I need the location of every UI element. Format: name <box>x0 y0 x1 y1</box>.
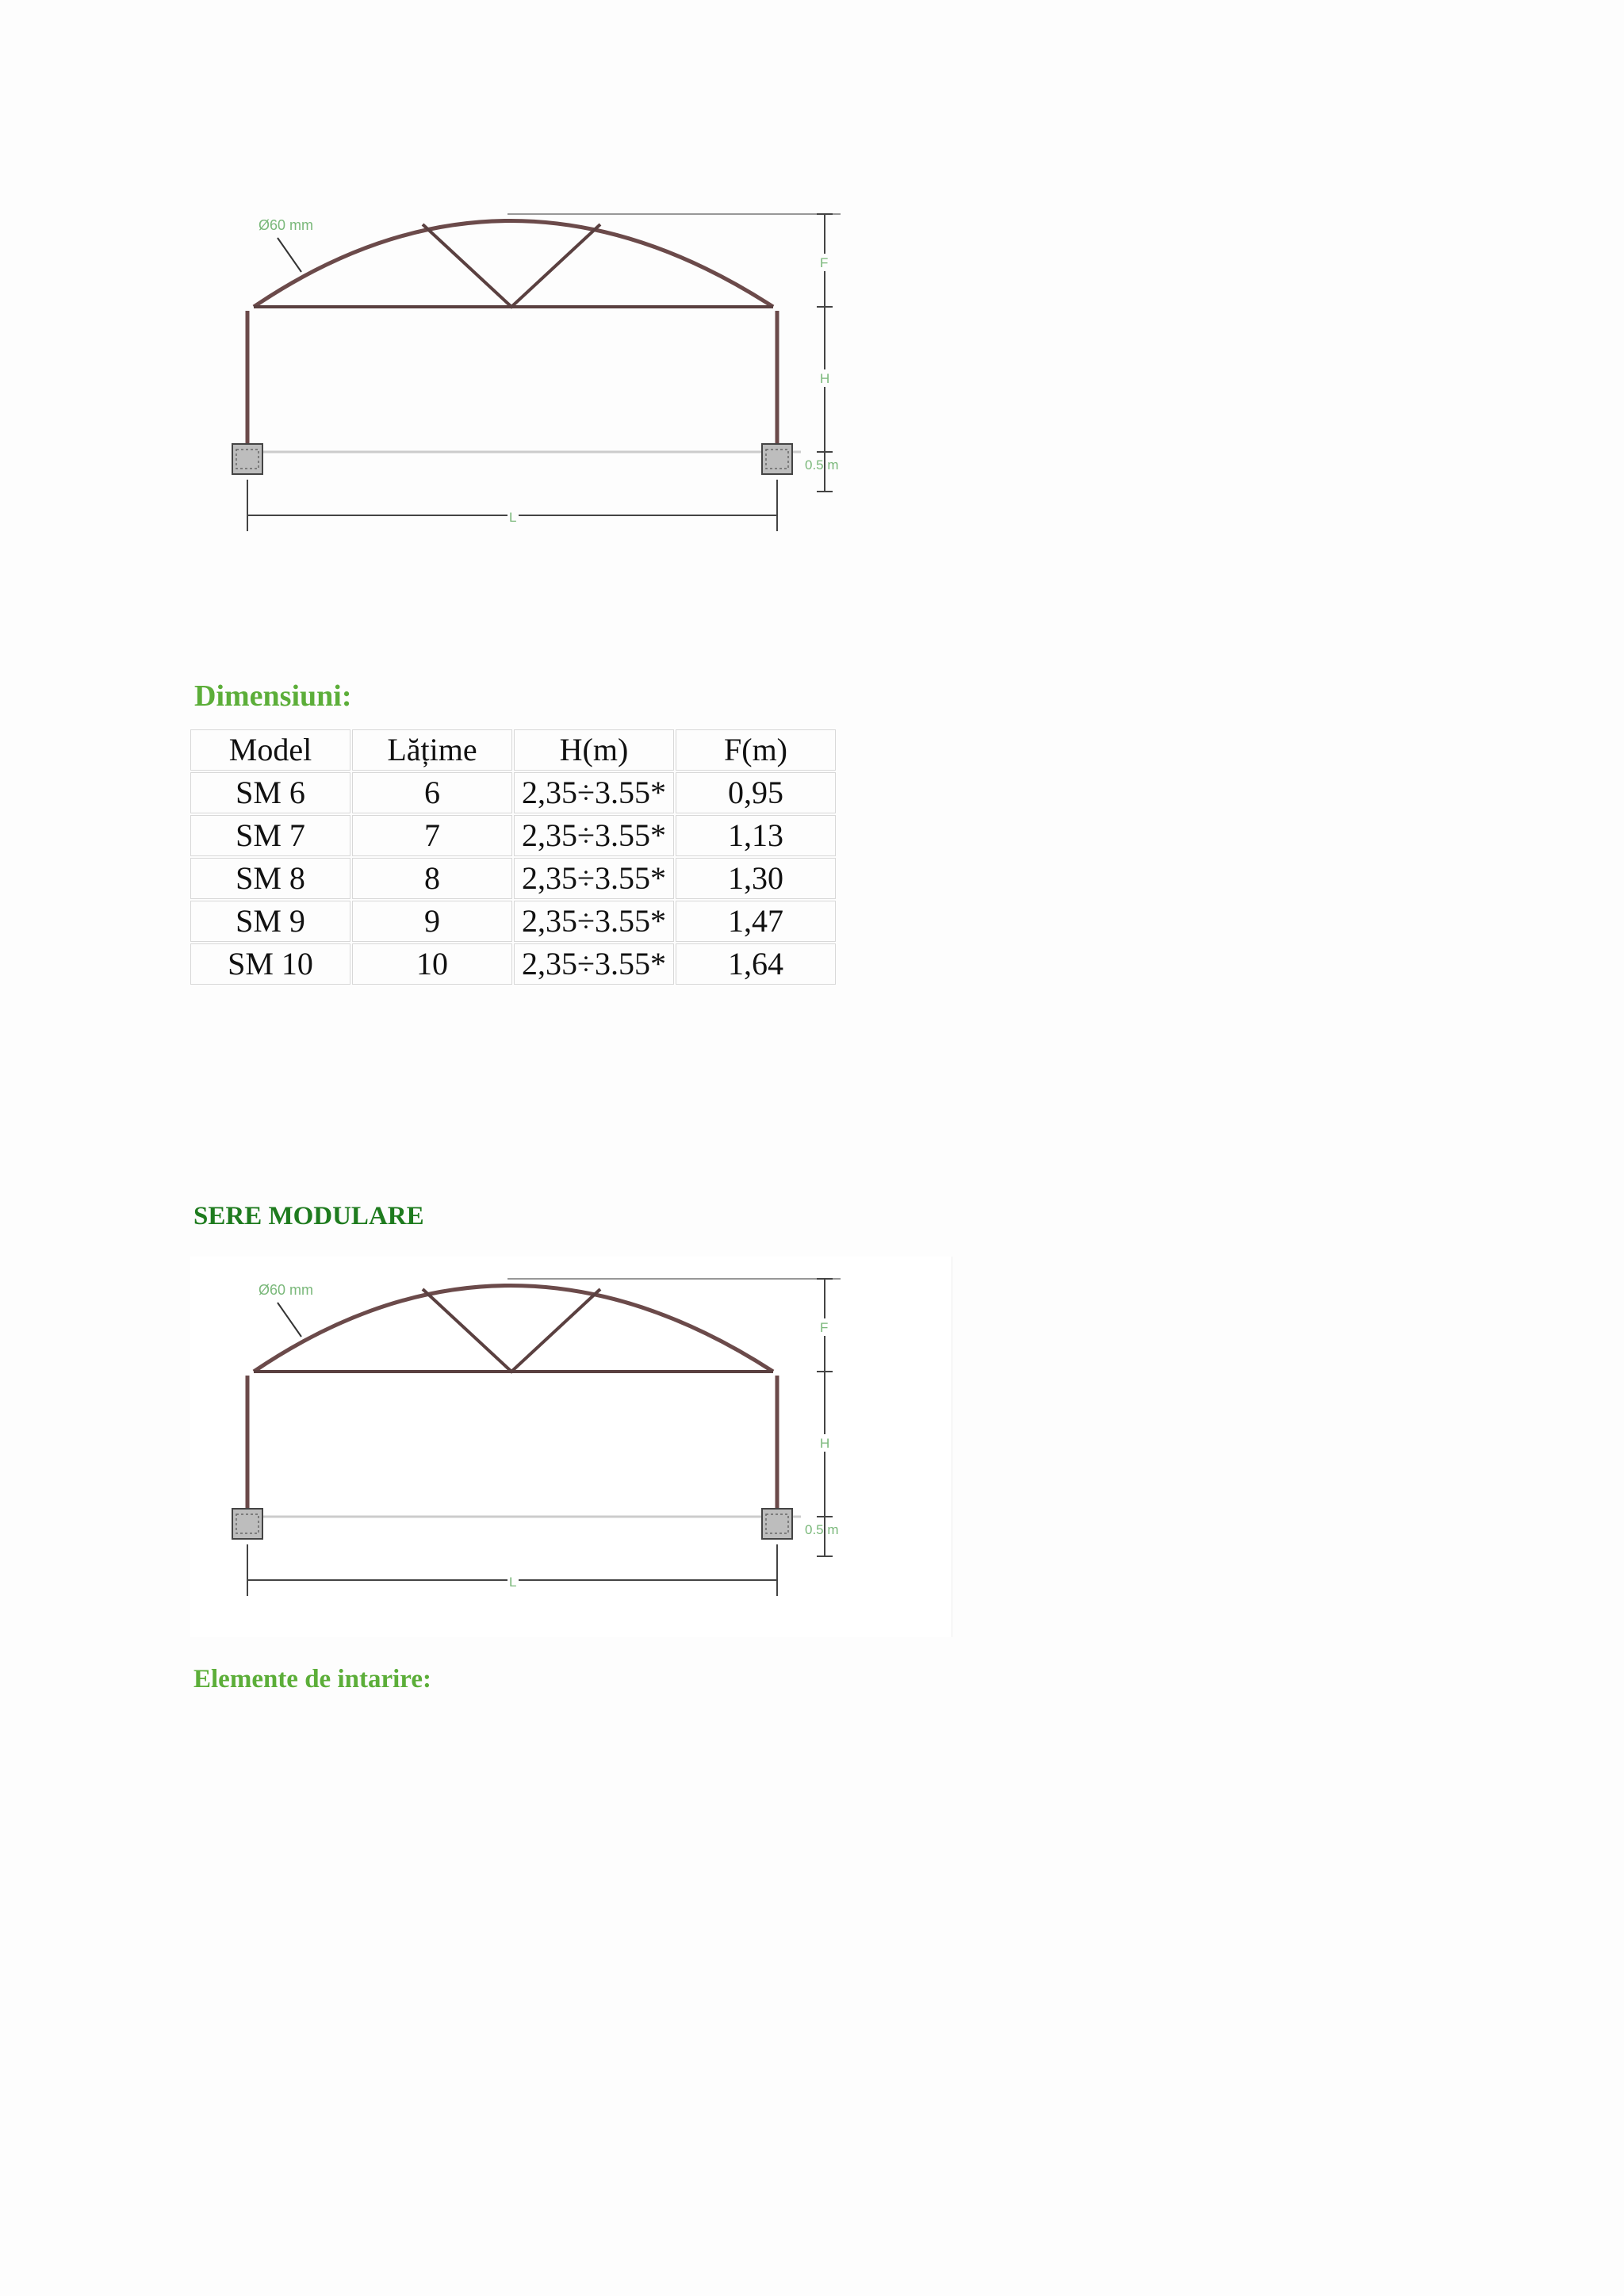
dimension-l-label: L <box>509 1575 517 1590</box>
dimension-l-label: L <box>509 510 517 525</box>
dimensions-table <box>189 728 837 986</box>
table-cell: 10 <box>352 943 512 985</box>
dimension-h-label: H <box>820 1436 830 1451</box>
dimension-f-label: F <box>820 255 829 270</box>
table-cell: 1,64 <box>676 943 836 985</box>
pipe-diameter-label: Ø60 mm <box>259 217 314 233</box>
greenhouse-frame-diagram-bottom <box>190 1257 952 1637</box>
right-foundation <box>762 444 792 474</box>
dimension-base-label: 0.5 m <box>805 457 839 473</box>
dimension-f-label: F <box>820 1320 829 1335</box>
left-foundation <box>232 1509 262 1539</box>
table-cell: SM 7 <box>190 815 350 856</box>
table-cell: SM 6 <box>190 772 350 813</box>
reinforcement-heading: Elemente de intarire: <box>193 1665 431 1693</box>
table-cell: 6 <box>352 772 512 813</box>
table-header-row <box>190 729 836 771</box>
pipe-diameter-label: Ø60 mm <box>259 1282 314 1298</box>
v-brace <box>423 1289 600 1372</box>
table-row <box>190 943 836 985</box>
table-cell: 0,95 <box>676 772 836 813</box>
table-cell: 9 <box>352 901 512 942</box>
table-header-cell: Model <box>190 729 350 771</box>
arch-pipe <box>254 221 773 308</box>
right-foundation <box>762 1509 792 1539</box>
dimension-h-label: H <box>820 371 830 386</box>
table-cell: 2,35÷3.55* <box>514 815 674 856</box>
table-cell: 7 <box>352 815 512 856</box>
table-cell: 2,35÷3.55* <box>514 772 674 813</box>
dimension-base-label: 0.5 m <box>805 1522 839 1537</box>
greenhouse-frame-diagram-top <box>190 182 872 563</box>
table-header-cell: F(m) <box>676 729 836 771</box>
table-cell: SM 10 <box>190 943 350 985</box>
table-cell: 8 <box>352 858 512 899</box>
table-cell: 1,13 <box>676 815 836 856</box>
table-header-cell: Lățime <box>352 729 512 771</box>
table-cell: 1,30 <box>676 858 836 899</box>
dimensions-heading: Dimensiuni: <box>194 679 352 713</box>
section-title: SERE MODULARE <box>193 1202 424 1230</box>
table-cell: SM 8 <box>190 858 350 899</box>
table-cell: 1,47 <box>676 901 836 942</box>
left-foundation <box>232 444 262 474</box>
table-cell: 2,35÷3.55* <box>514 943 674 985</box>
table-row <box>190 772 836 813</box>
table-row <box>190 901 836 942</box>
table-row <box>190 858 836 899</box>
arch-pipe <box>254 1286 773 1372</box>
table-header-cell: H(m) <box>514 729 674 771</box>
v-brace <box>423 224 600 307</box>
table-cell: 2,35÷3.55* <box>514 858 674 899</box>
table-cell: 2,35÷3.55* <box>514 901 674 942</box>
table-row <box>190 815 836 856</box>
table-cell: SM 9 <box>190 901 350 942</box>
